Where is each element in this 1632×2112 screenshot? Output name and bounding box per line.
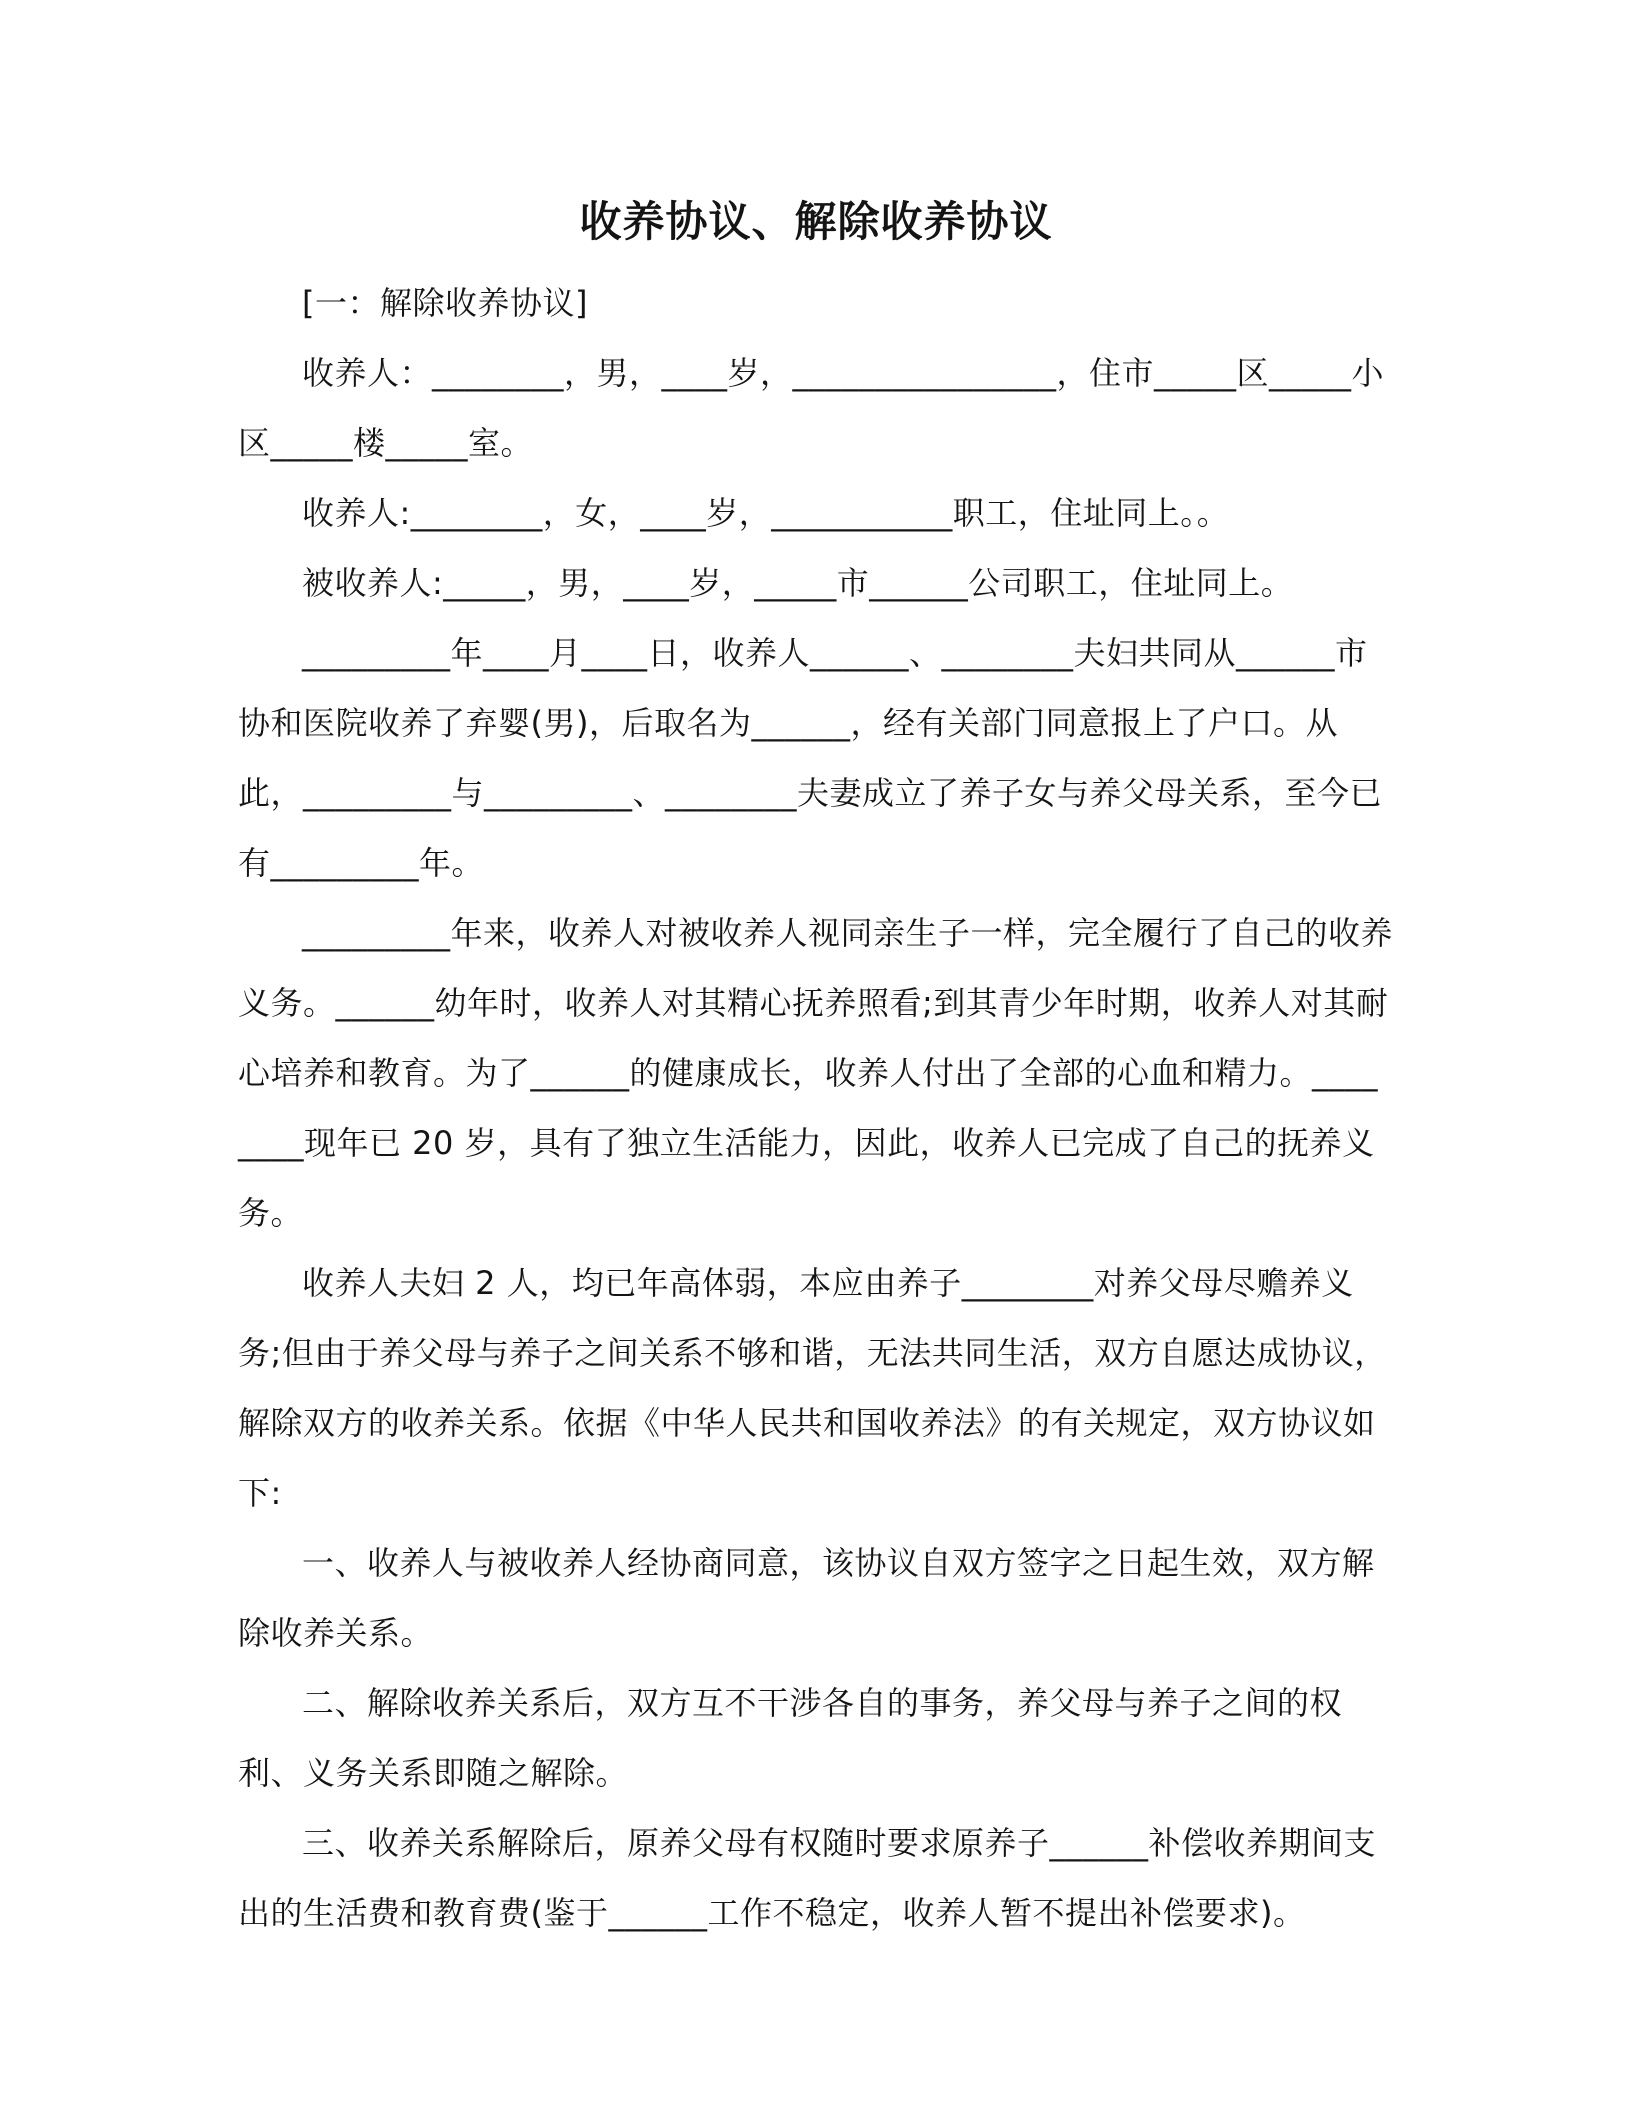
section-heading: [一：解除收养协议] bbox=[302, 284, 588, 322]
adopter-female-info: 收养人:________，女，____岁，___________职工，住址同上。。 bbox=[302, 494, 1230, 532]
clause-3: 三、收养关系解除后，原养父母有权随时要求原养子______补偿收养期间支出的生活费和教育费(鉴于______工作不稳定，收养人暂不提出补偿要求)。 bbox=[238, 1824, 1377, 1932]
document-title: 收养协议、解除收养协议 bbox=[579, 197, 1053, 246]
reason-paragraph: 收养人夫妇 2 人，均已年高体弱，本应由养子________对养父母尽赡养义务;但由于养父母与养子之间关系不够和谐，无法共同生活，双方自愿达成协议，解除双方的收养关系。依据《中华人民共和国收养法》的有关规定，双方协议如下: bbox=[238, 1264, 1387, 1512]
adoptee-info: 被收养人:_____，男，____岁，_____市______公司职工，住址同上。 bbox=[302, 564, 1294, 602]
clause-2: 二、解除收养关系后，双方互不干涉各自的事务，养父母与养子之间的权利、义务关系即随之解除。 bbox=[238, 1684, 1343, 1792]
adopter-male-info: 收养人：________，男，____岁，________________，住市_____区_____小区_____楼_____室。 bbox=[238, 354, 1385, 462]
adoption-background-paragraph: _________年____月____日，收养人______、________夫妇共同从______市协和医院收养了弃婴(男)，后取名为______，经有关部门同意报上了户口。从此，_________与_________、________夫妻成立了养子女与养父母关系，至今已有_________年。 bbox=[238, 634, 1383, 882]
clause-1: 一、收养人与被收养人经协商同意，该协议自双方签字之日起生效，双方解除收养关系。 bbox=[238, 1544, 1375, 1652]
document-body bbox=[238, 268, 1394, 1948]
upbringing-paragraph: _________年来，收养人对被收养人视同亲生子一样，完全履行了自己的收养义务。______幼年时，收养人对其精心抚养照看;到其青少年时期，收养人对其耐心培养和教育。为了______的健康成长，收养人付出了全部的心血和精力。________现年已 20 岁，具有了独立生活能力，因此，收养人已完成了自己的抚养义务。 bbox=[238, 914, 1394, 1232]
